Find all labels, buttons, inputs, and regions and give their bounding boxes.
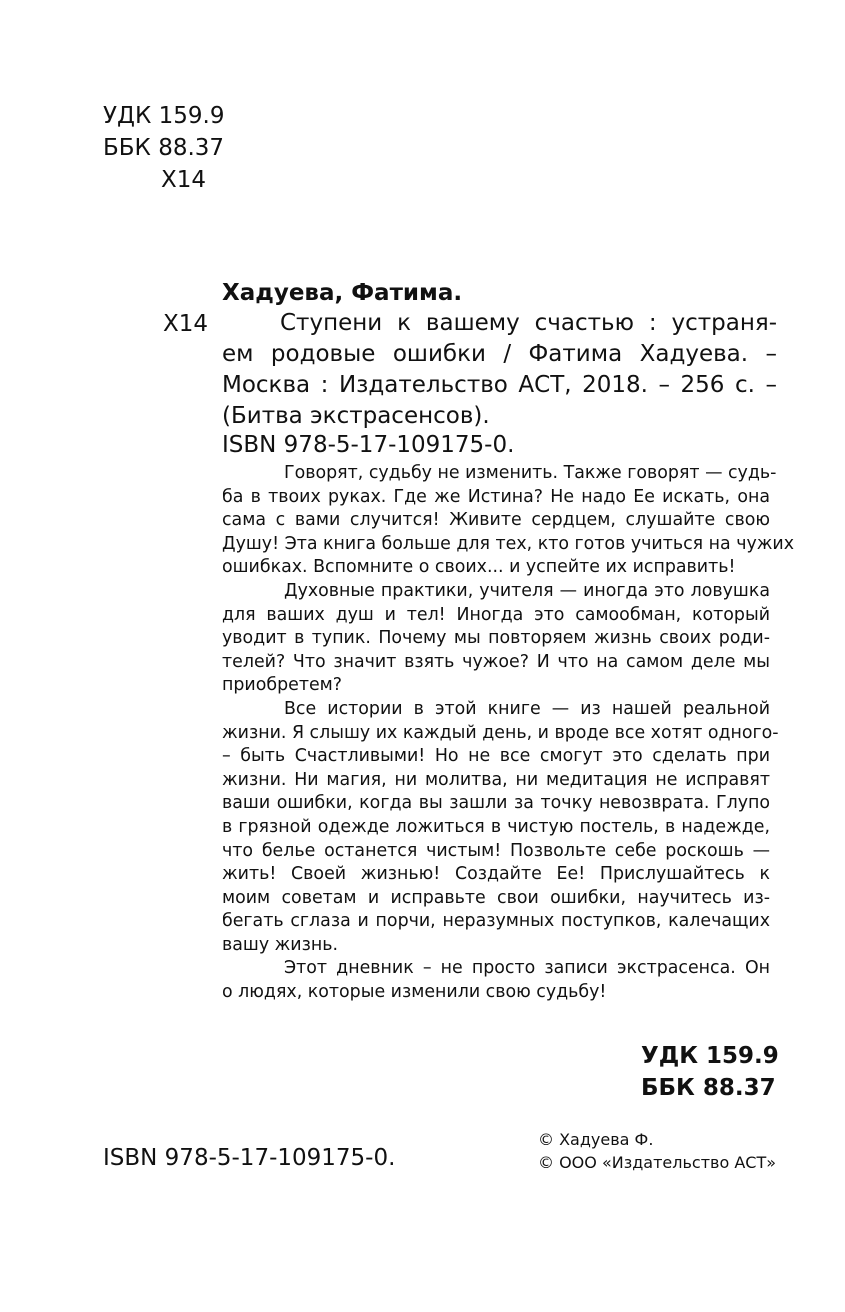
annotation-line: Все истории в этой книге — из нашей реальной <box>284 698 770 719</box>
annotation-line: Душу! Эта книга больше для тех, кто готов учиться на чужих <box>222 533 795 554</box>
annotation-line: для ваших душ и тел! Иногда это самообман, который <box>222 604 770 625</box>
annotation-line: уводит в тупик. Почему мы повторяем жизнь своих роди- <box>222 628 770 649</box>
bibliographic-description <box>222 308 777 432</box>
top-classification-codes <box>103 100 224 196</box>
annotation-line: Этот дневник – не просто записи экстрасенса. Он <box>284 958 770 979</box>
catalog-author-sign: Х14 <box>163 311 209 337</box>
biblio-line: (Битва экстрасенсов). <box>222 403 490 429</box>
bbk-code-bold: ББК 88.37 <box>641 1075 776 1101</box>
annotation-line: ошибках. Вспомните о своих... и успейте их исправить! <box>222 557 736 578</box>
author-sign: Х14 <box>161 167 207 193</box>
isbn-bottom: ISBN 978-5-17-109175-0. <box>103 1145 396 1171</box>
annotation-line: жить! Своей жизнью! Создайте Ее! Прислушайтесь к <box>222 864 770 885</box>
copyright-block <box>538 1128 776 1174</box>
bottom-classification-codes <box>641 1040 779 1104</box>
annotation-line: Духовные практики, учителя — иногда это ловушка <box>284 580 770 601</box>
annotation-line: Говорят, судьбу не изменить. Также говорят — судь- <box>284 463 777 483</box>
annotation-line: приобретем? <box>222 675 342 696</box>
annotation-line: – быть Счастливыми! Но не все смогут это сделать при <box>222 746 770 767</box>
annotation-line: жизни. Я слышу их каждый день, и вроде все хотят одного- <box>222 722 779 743</box>
annotation-line: моим советам и исправьте свои ошибки, научитесь из- <box>222 887 770 908</box>
catalog-isbn: ISBN 978-5-17-109175-0. <box>222 432 515 458</box>
biblio-line: Москва : Издательство АСТ, 2018. – 256 с. – <box>222 372 777 398</box>
udk-code-bold: УДК 159.9 <box>641 1043 779 1069</box>
annotation-line: ваши ошибки, когда вы зашли за точку невозврата. Глупо <box>222 793 770 814</box>
annotation-line: что белье останется чистым! Позвольте себе роскошь — <box>222 840 770 861</box>
catalog-author: Хадуева, Фатима. <box>222 280 463 306</box>
annotation-line: вашу жизнь. <box>222 934 339 955</box>
udk-code: УДК 159.9 <box>103 103 225 129</box>
biblio-line: Ступени к вашему счастью : устраня- <box>280 310 777 336</box>
annotation-line: о людях, которые изменили свою судьбу! <box>222 982 607 1003</box>
annotation-line: жизни. Ни магия, ни молитва, ни медитация не исправят <box>222 769 770 790</box>
annotation-line: телей? Что значит взять чужое? И что на самом деле мы <box>222 651 770 672</box>
annotation-line: бегать сглаза и порчи, неразумных поступков, калечащих <box>222 911 770 932</box>
annotation-line: сама с вами случится! Живите сердцем, слушайте свою <box>222 510 770 531</box>
annotation <box>222 462 795 1005</box>
annotation-line: ба в твоих руках. Где же Истина? Не надо Ее искать, она <box>222 486 770 507</box>
copyright-author: © Хадуева Ф. <box>538 1130 654 1149</box>
bbk-code: ББК 88.37 <box>103 135 225 161</box>
annotation-line: в грязной одежде ложиться в чистую постель, в надежде, <box>222 816 770 837</box>
biblio-line: ем родовые ошибки / Фатима Хадуева. – <box>222 341 777 367</box>
copyright-publisher: © ООО «Издательство АСТ» <box>538 1153 777 1172</box>
